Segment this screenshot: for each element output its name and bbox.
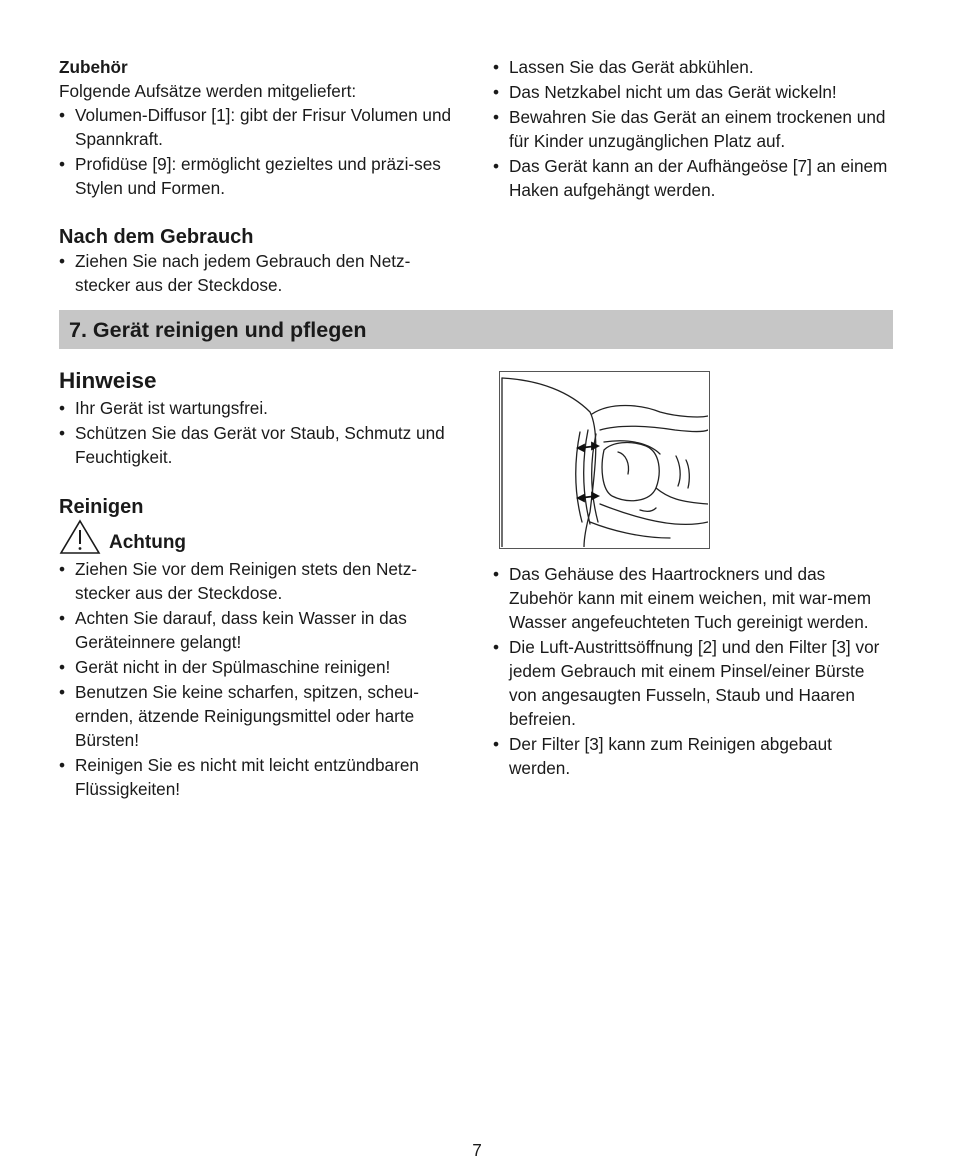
list-item: • Ziehen Sie nach jedem Gebrauch den Netz-stecker aus der Steckdose. [59, 249, 454, 297]
list-item: • Das Gerät kann an der Aufhängeöse [7] an einem Haken aufgehängt werden. [493, 154, 893, 202]
warning-label: Achtung [109, 532, 187, 553]
cleaning-list [59, 557, 454, 801]
accessories-list [59, 103, 454, 200]
list-item: • Achten Sie darauf, dass kein Wasser in das Geräteinnere gelangt! [59, 606, 454, 654]
list-item: • Ziehen Sie vor dem Reinigen stets den Netz-stecker aus der Steckdose. [59, 557, 454, 605]
notes-title: Hinweise [59, 368, 157, 393]
list-item: • Lassen Sie das Gerät abkühlen. [493, 55, 893, 79]
list-item: • Das Netzkabel nicht um das Gerät wickeln! [493, 80, 893, 104]
section-banner [59, 310, 893, 349]
warning-triangle-icon [59, 519, 101, 555]
cleaning-title: Reinigen [59, 496, 144, 518]
list-item: • Gerät nicht in der Spülmaschine reinigen! [59, 655, 454, 679]
warning-heading [59, 519, 454, 557]
left-top-column [59, 55, 454, 298]
right-bottom-column [493, 562, 893, 781]
list-item: • Ihr Gerät ist wartungsfrei. [59, 396, 454, 420]
after-use-title: Nach dem Gebrauch [59, 226, 254, 248]
list-item: • Das Gehäuse des Haartrockners und das Zubehör kann mit einem weichen, mit war-mem Wasser angefeuchteten Tuch gereinigt werden. [493, 562, 893, 634]
left-bottom-column [59, 366, 454, 802]
accessories-title: Zubehör [59, 57, 128, 77]
notes-list [59, 396, 454, 469]
list-item: • Profidüse [9]: ermöglicht gezieltes und präzi-ses Stylen und Formen. [59, 152, 454, 200]
list-item: • Der Filter [3] kann zum Reinigen abgebaut werden. [493, 732, 893, 780]
storage-list [493, 55, 893, 202]
right-top-column [493, 55, 893, 203]
cleaning-steps-list [493, 562, 893, 780]
hand-filter-drawing [500, 372, 708, 547]
section-title: 7. Gerät reinigen und pflegen [69, 318, 367, 342]
filter-removal-illustration [499, 371, 710, 549]
list-item: • Benutzen Sie keine scharfen, spitzen, scheu-ernden, ätzende Reinigungsmittel oder harte Bürsten! [59, 680, 454, 752]
list-item: • Bewahren Sie das Gerät an einem trockenen und für Kinder unzugänglichen Platz auf. [493, 105, 893, 153]
list-item: • Die Luft-Austrittsöffnung [2] und den Filter [3] vor jedem Gebrauch mit einem Pinsel/einer Bürste von angesaugten Fusseln, Staub und Haaren befreien. [493, 635, 893, 731]
accessories-intro: Folgende Aufsätze werden mitgeliefert: [59, 81, 357, 101]
list-item: • Volumen-Diffusor [1]: gibt der Frisur Volumen und Spannkraft. [59, 103, 454, 151]
page-number: 7 [472, 1140, 482, 1160]
after-use-list [59, 249, 454, 297]
list-item: • Schützen Sie das Gerät vor Staub, Schmutz und Feuchtigkeit. [59, 421, 454, 469]
list-item: • Reinigen Sie es nicht mit leicht entzündbaren Flüssigkeiten! [59, 753, 454, 801]
